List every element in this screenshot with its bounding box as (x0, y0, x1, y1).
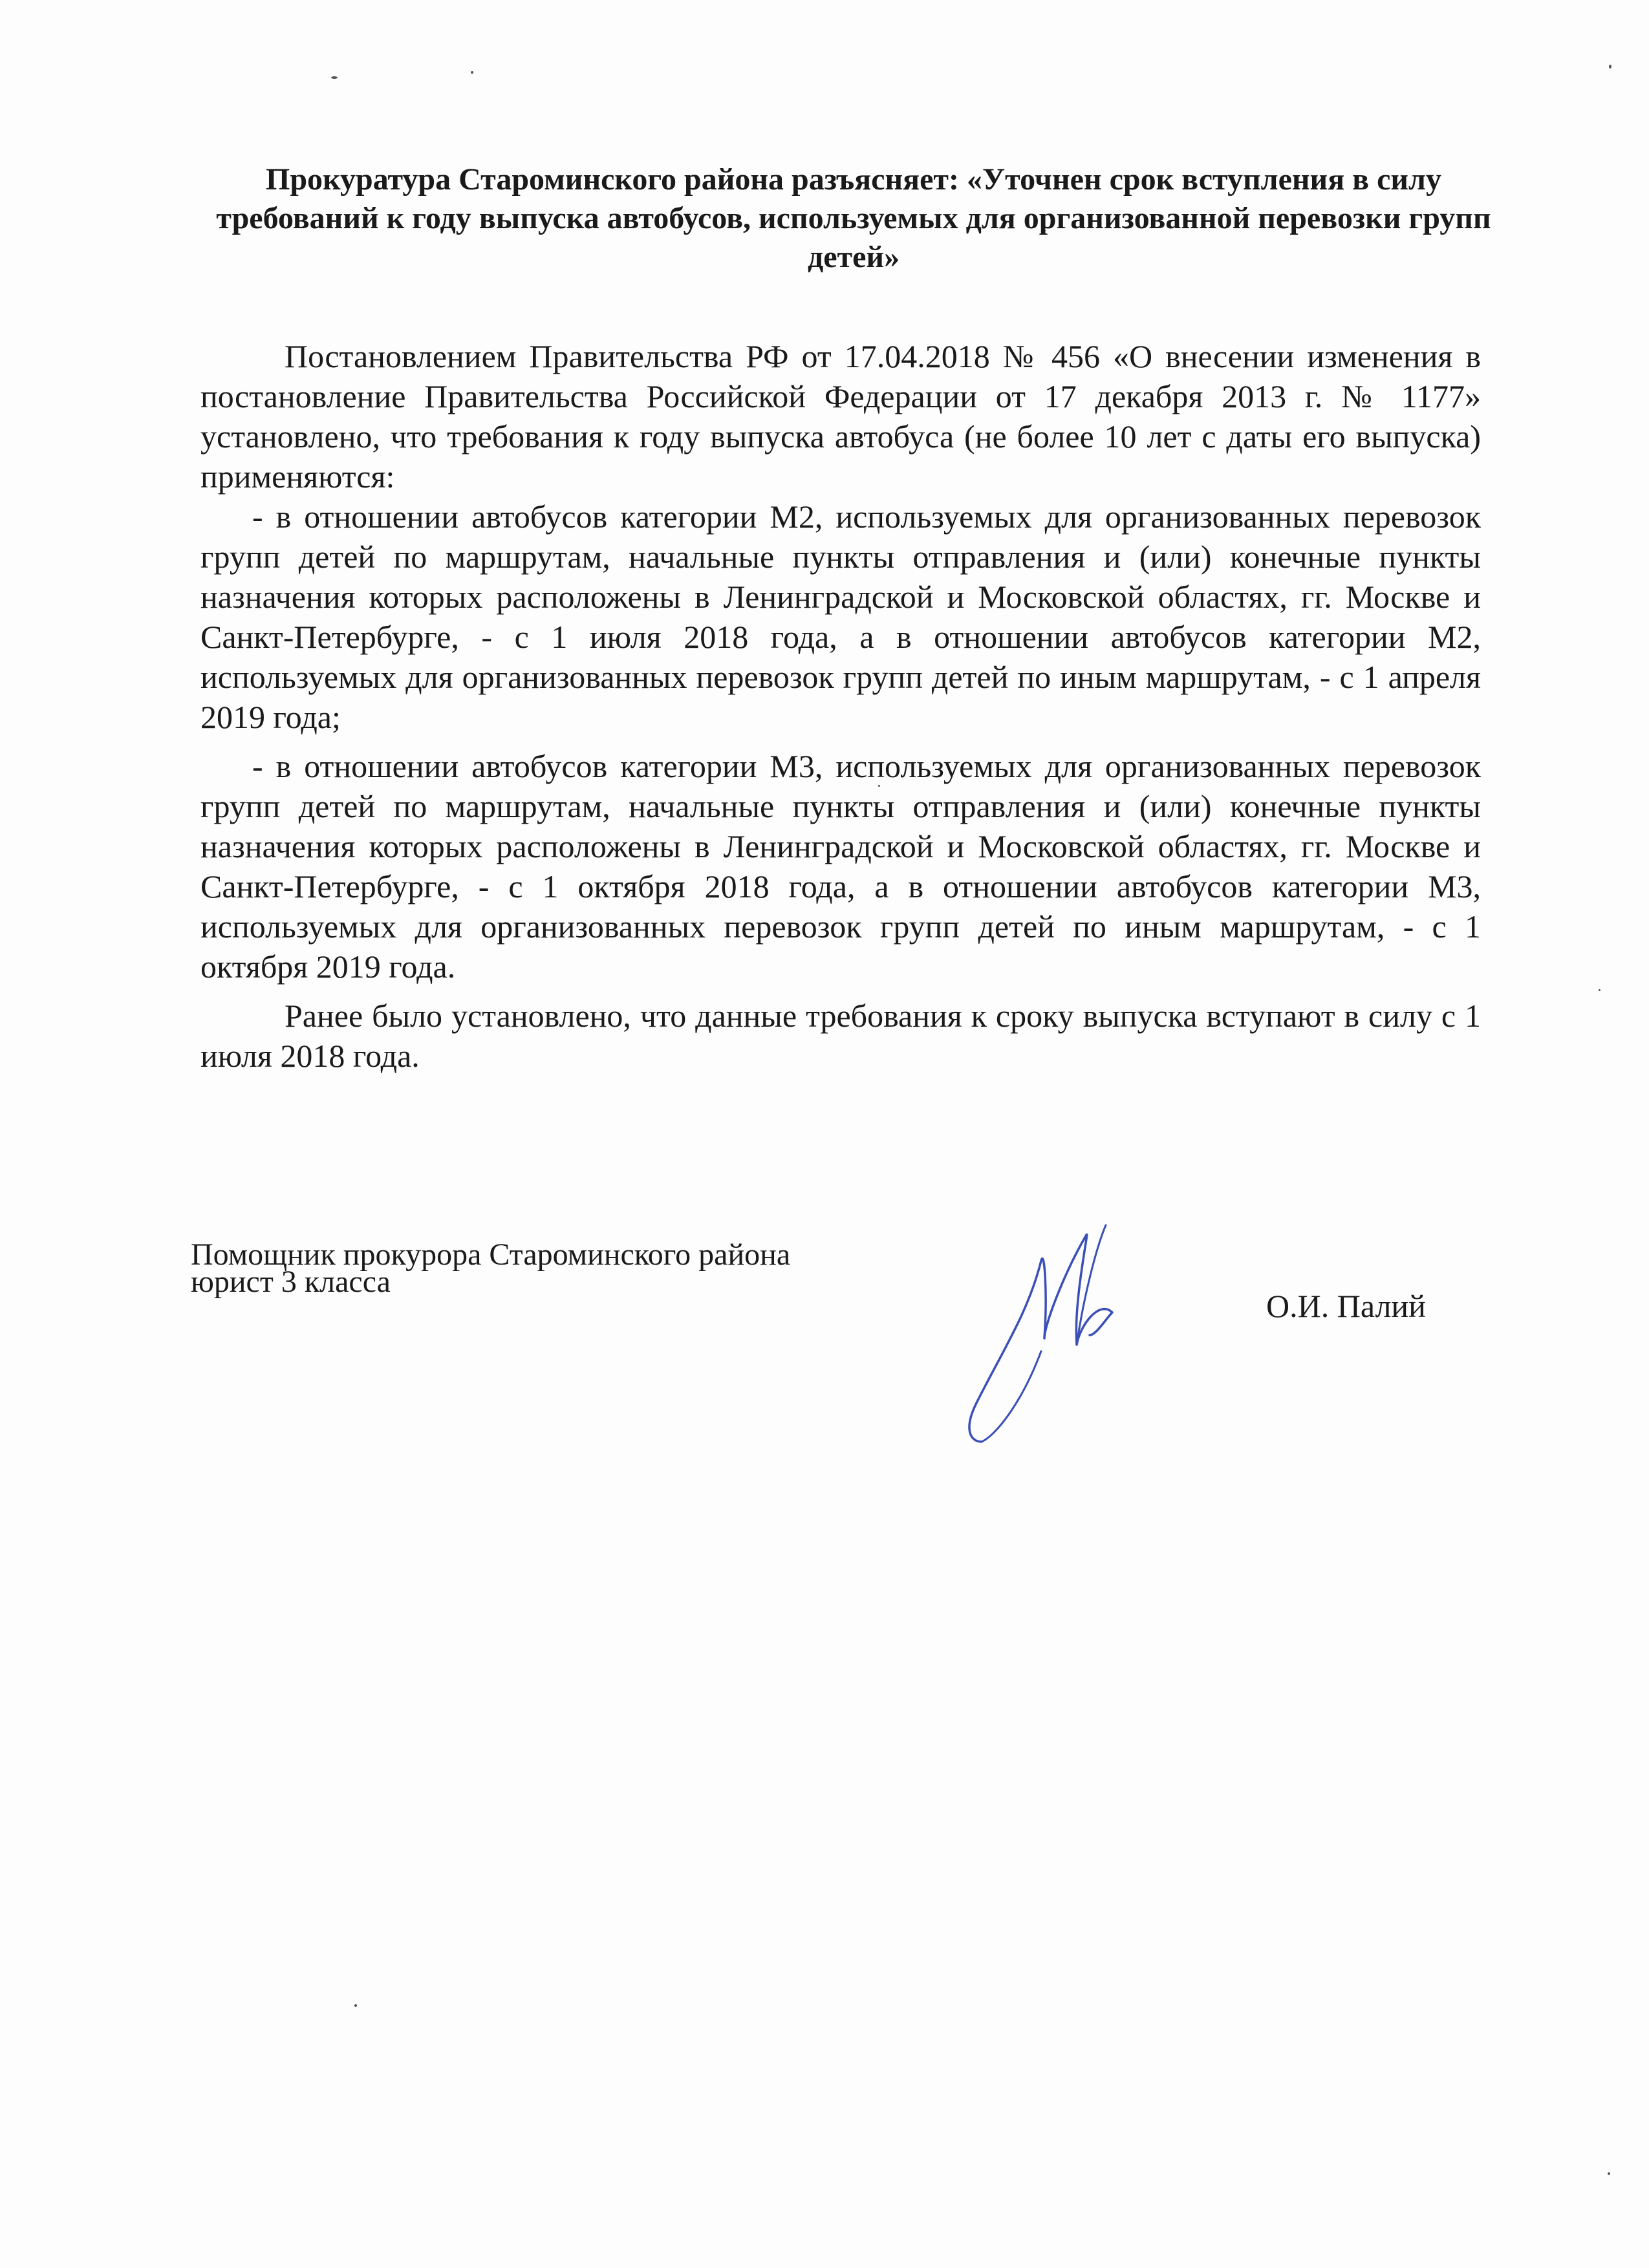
paragraph-m2: - в отношении автобусов категории М2, используемых для организованных перевозок групп детей по маршрутам, начальные пункты отправления и (или) конечные пункты назначения которых расположены в Ленинградской и Московской областях, гг. Москве и Санкт-Петербурге, - с 1 июля 2018 года, а в отношении автобусов категории М2, используемых для организованных перевозок групп детей по иным маршрутам, - с 1 апреля 2019 года; (200, 498, 1481, 735)
scan-speck (354, 2004, 357, 2007)
signer-position-line1: Помощник прокурора Староминского района (191, 1237, 791, 1272)
paragraph-intro: Постановлением Правительства РФ от 17.04.2018 № 456 «О внесении изменения в постановление Правительства Российской Федерации от 17 декабря 2013 г. № 1177» установлено, что требования к году выпуска автобуса (не более 10 лет с даты его выпуска) применяются: (200, 338, 1481, 495)
scan-speck (878, 785, 880, 787)
signer-position (191, 1237, 791, 1299)
scan-speck (1609, 65, 1611, 69)
signer-position-line2: юрист 3 класса (191, 1265, 391, 1299)
scan-speck (331, 76, 338, 79)
document-title: Прокуратура Староминского района разъясняет: «Уточнен срок вступления в силу требований к году выпуска автобусов, используемых для организованной перевозки групп детей» (216, 162, 1491, 274)
paragraph-previous: Ранее было установлено, что данные требования к сроку выпуска вступают в силу с 1 июля 2018 года. (200, 998, 1481, 1074)
scan-speck (1599, 989, 1600, 991)
scan-speck (1608, 2172, 1610, 2175)
signer-name: О.И. Палий (1266, 1288, 1426, 1324)
handwritten-signature (951, 1222, 1158, 1455)
document-body (200, 336, 1481, 1076)
paragraph-m3: - в отношении автобусов категории М3, используемых для организованных перевозок групп детей по маршрутам, начальные пункты отправления и (или) конечные пункты назначения которых расположены в Ленинградской и Московской областях, гг. Москве и Санкт-Петербурге, - с 1 октября 2018 года, а в отношении автобусов категории М3, используемых для организованных перевозок групп детей по иным маршрутам, - с 1 октября 2019 года. (200, 748, 1481, 985)
scan-speck (471, 71, 473, 74)
